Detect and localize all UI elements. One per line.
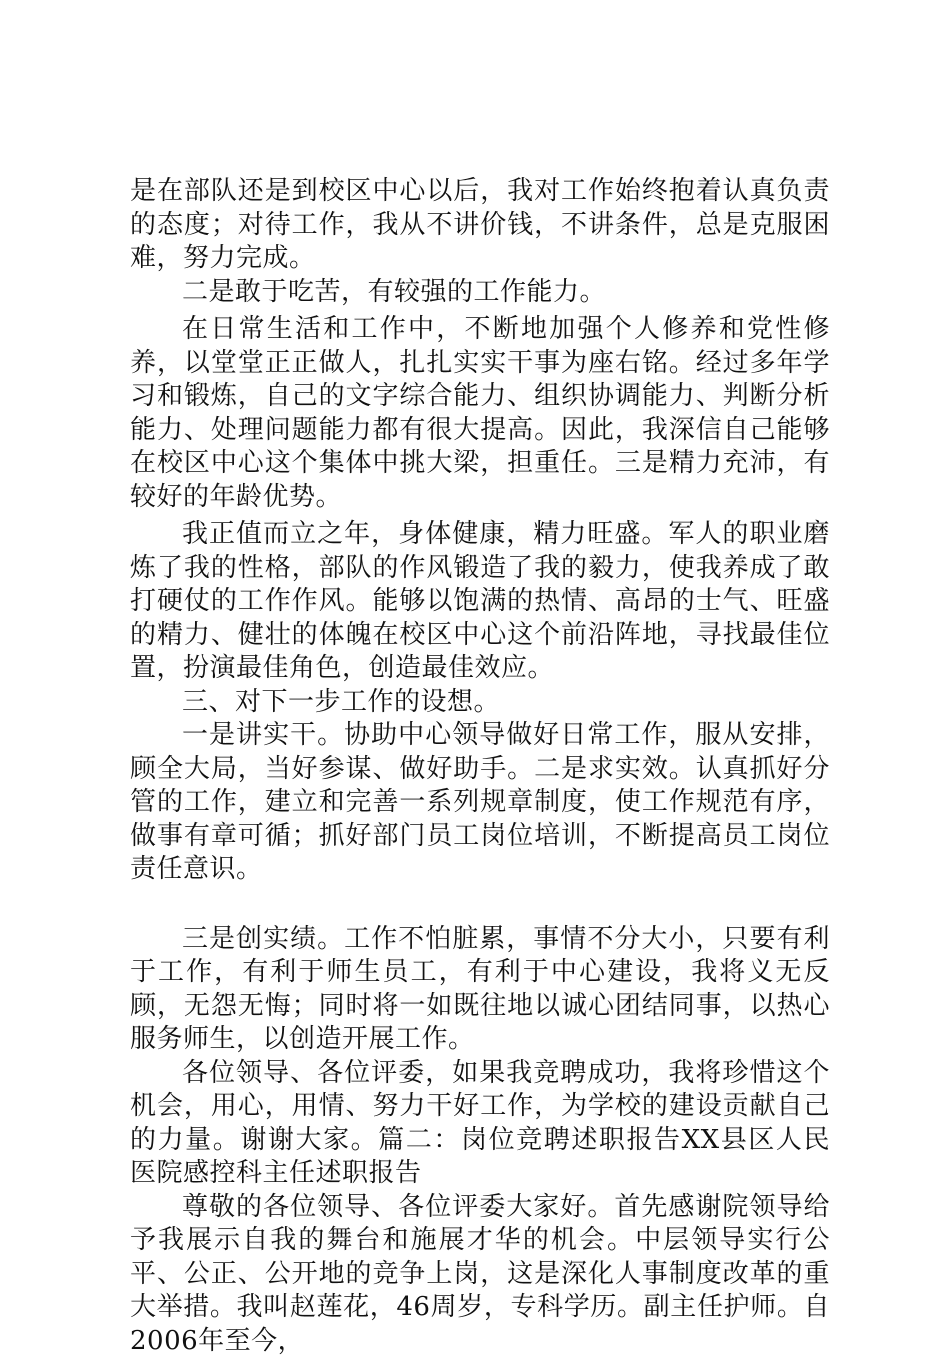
document-body bbox=[130, 175, 830, 1358]
paragraph-practical-work: 一是讲实干。协助中心领导做好日常工作，服从安排，顾全大局，当好参谋、做好助手。二是求实效。认真抓好分管的工作，建立和完善一系列规章制度，使工作规范有序，做事有章可循；抓好部门员工岗位培训，不断提高员工岗位责任意识。 bbox=[130, 719, 830, 887]
paragraph-heading-plan: 三、对下一步工作的设想。 bbox=[130, 686, 830, 720]
paragraph-closing: 各位领导、各位评委，如果我竞聘成功，我将珍惜这个机会，用心，用情、努力干好工作，为学校的建设贡献自己的力量。谢谢大家。篇二：岗位竞聘述职报告XX县区人民医院感控科主任述职报告 bbox=[130, 1057, 830, 1191]
paragraph-energy: 我正值而立之年，身体健康，精力旺盛。军人的职业磨炼了我的性格，部队的作风锻造了我的毅力，使我养成了敢打硬仗的工作作风。能够以饱满的热情、高昂的士气、旺盛的精力、健壮的体魄在校区中心这个前沿阵地，寻找最佳位置，扮演最佳角色，创造最佳效应。 bbox=[130, 518, 830, 686]
paragraph-heading-hardworking: 二是敢于吃苦，有较强的工作能力。 bbox=[130, 276, 830, 310]
paragraph-continuation: 是在部队还是到校区中心以后，我对工作始终抱着认真负责的态度；对待工作，我从不讲价钱，不讲条件，总是克服困难，努力完成。 bbox=[130, 175, 830, 276]
paragraph-second-report: 尊敬的各位领导、各位评委大家好。首先感谢院领导给予我展示自我的舞台和施展才华的机会。中层领导实行公平、公正、公开地的竞争上岗，这是深化人事制度改革的重大举措。我叫赵莲花，46周岁，专科学历。副主任护师。自2006年至今， bbox=[130, 1191, 830, 1358]
paragraph-daily-work: 在日常生活和工作中，不断地加强个人修养和党性修养，以堂堂正正做人，扎扎实实干事为座右铭。经过多年学习和锻炼，自己的文字综合能力、组织协调能力、判断分析能力、处理问题能力都有很大提高。因此，我深信自己能够在校区中心这个集体中挑大梁，担重任。三是精力充沛，有较好的年龄优势。 bbox=[130, 313, 830, 514]
paragraph-achievements: 三是创实绩。工作不怕脏累，事情不分大小，只要有利于工作，有利于师生员工，有利于中心建设，我将义无反顾，无怨无悔；同时将一如既往地以诚心团结同事，以热心服务师生，以创造开展工作。 bbox=[130, 923, 830, 1057]
